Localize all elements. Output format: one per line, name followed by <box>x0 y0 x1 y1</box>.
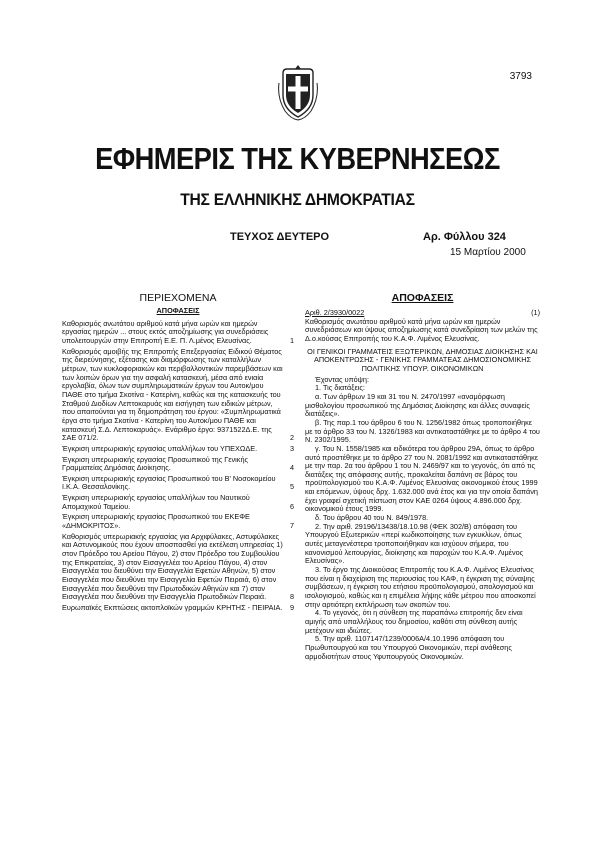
entry-text: Καθορισμός αμοιβής της Επιτροπής Επεξεργασίας Ειδικού Θέματος της διερεύνησης, εξέτασης και διαμόρφωσης των καταλλήλων μέτρων, των κυκλοφοριακών και περιβαλλοντικών παρεμβάσεων και των λοιπών όρων για την ασφαλή κατασκευή, μέσα από ενιαία εργολαβία, όλων των συμπληρωματικών έργων του Αυτοκ/μου ΠΑΘΕ στο τμήμα Σκοτίνα - Κατερίνη, καθώς και της κατασκευής του Σταθμού Διοδίων Λεπτοκαρυάς και εισήγηση των ειδικών μέτρων, που απαιτούνται για τη δημοπράτηση του έργου: «Συμπληρωματικά έργα στο τμήμα Σκοτίνα - Κατερίνη του Αυτοκ/μου ΠΑΘΕ και κατασκευή Σ.Δ. Λεπτοκαρυάς». Ενάριθμο έργο: 9371522Δ.Ε. της ΣΑΕ 071/2. <box>62 346 283 443</box>
entry-page: 3 <box>289 443 294 453</box>
decision-marker: (1) <box>531 308 540 317</box>
decision-paragraph: 3. Το έργο της Διοικούσας Επιτροπής του Κ.Α.Φ. Λιμένος Ελευσίνας που είναι η διαχείριση της περιουσίας του ΚΑΦ, η έγκριση της σύναψης συμβάσεων, η έγκριση του ετήσιου προϋπολογισμού, απολογισμού και ισολογισμού, καθώς και η επιμέλεια λήψης κάθε μέτρου που αποσκοπεί στην αρτιότερη εκπλήρωση των σκοπών του. <box>305 565 536 609</box>
entry-text: Καθορισμός υπερωριακής εργασίας για Αρχιφύλακες, Αστυφύλακες και Αστυνομικούς που έχουν αποσπασθεί για εκτέλεση υπηρεσίας 1) στον Πρόεδρο του Αρείου Πάγου, 2) στον Πρόεδρο του Συμβουλίου της Επικρατείας, 3) στον Εισαγγελέα του Αρείου Πάγου, 4) στον Εισαγγελέα του διευθύνει την Εισαγγελία Εφετών Αθηνών, 5) στον Εισαγγελέα που διευθύνει την Εισαγγελία Εφετών Πειραιά, 6) στον Εισαγγελέα που διευθύνει την Πρωτοδικών Αθηνών και 7) στον Εισαγγελέα που διευθύνει την Εισαγγελία Πρωτοδικών Πειραιά. <box>62 531 283 602</box>
decision-paragraph: 2. Την αριθ. 29196/13438/18.10.98 (ΦΕΚ 302/Β) απόφαση του Υπουργού Εξωτερικών «περί κωδικοποίησης των εγκυκλίων, όπως αυτές μεταγενέστερα τροποποιήθηκαν και ισχύουν σήμερα, του κανονισμού λειτουργίας, διοίκησης και παροχών του Κ.Α.Φ. Λιμένος Ελευσίνας». <box>305 521 524 566</box>
entry-text: Έγκριση υπερωριακής εργασίας Προσωπικού του ΕΚΕΦΕ «ΔΗΜΟΚΡΙΤΟΣ». <box>62 512 250 531</box>
entry-page: 8 <box>289 592 294 602</box>
entry-text: Έγκριση υπερωριακής εργασίας Προσωπικού του Β' Νοσοκομείου Ι.Κ.Α. Θεσσαλονίκης. <box>62 473 276 492</box>
entry-text: Έγκριση υπερωριακής εργασίας Προσωπικού της Γενικής Γραμματείας Δημόσιας Διοίκησης. <box>62 454 249 473</box>
contents-entry[interactable] <box>62 475 294 492</box>
decision-paragraph: β. Της παρ.1 του άρθρου 6 του Ν. 1256/1982 όπως τροποποιήθηκε με το άρθρο 33 του Ν. 1326/1983 και αντικαταστάθηκε με το άρθρο 4 του Ν. 2302/1995. <box>305 417 540 445</box>
gazette-title: ΕΦΗΜΕΡΙΣ ΤΗΣ ΚΥΒΕΡΝΗΣΕΩΣ <box>95 141 500 176</box>
decision-authority: ΟΙ ΓΕΝΙΚΟΙ ΓΡΑΜΜΑΤΕΙΣ ΕΞΩΤΕΡΙΚΩΝ, ΔΗΜΟΣΙΑΣ ΔΙΟΙΚΗΣΗΣ ΚΑΙ ΑΠΟΚΕΝΤΡΩΣΗΣ - ΓΕΝΙΚΗΣ ΓΡΑΜΜΑΤΕΑΣ ΔΗΜΟΣΙΟΝΟΜΙΚΗΣ ΠΟΛΙΤΙΚΗΣ ΥΠΟΥΡ. ΟΙΚΟΝΟΜΙΚΩΝ <box>307 346 538 373</box>
contents-entry[interactable] <box>62 456 294 473</box>
entry-page: 9 <box>289 603 294 612</box>
contents-heading: ΠΕΡΙΕΧΟΜΕΝΑ <box>139 292 217 304</box>
entry-text: Έγκριση υπερωριακής εργασίας υπαλλήλων του Ναυτικού Απομαχικού Ταμείου. <box>62 493 250 511</box>
issue-date: 15 Μαρτίου 2000 <box>450 247 526 258</box>
entry-page: 7 <box>289 521 294 531</box>
coat-of-arms-emblem <box>277 63 319 121</box>
decision-paragraph: α. Των άρθρων 19 και 31 του Ν. 2470/1997 «αναμόρφωση μισθολογίου προσωπικού της Δημόσιας Διοίκησης και άλλες συναφείς διατάξεις». <box>305 391 530 419</box>
contents-entry[interactable] <box>62 445 294 454</box>
entry-page: 6 <box>289 501 294 511</box>
contents-entry[interactable] <box>62 604 294 613</box>
decision-paragraph: 1. Τις διατάξεις: <box>315 383 365 393</box>
entry-page: 2 <box>289 433 294 443</box>
issue-series: ΤΕΥΧΟΣ ΔΕΥΤΕΡΟ <box>230 231 330 243</box>
decisions-column <box>305 292 540 661</box>
contents-column <box>62 292 294 615</box>
considering-label: Έχοντας υπόψη: <box>315 374 369 384</box>
gazette-subtitle: ΤΗΣ ΕΛΛΗΝΙΚΗΣ ΔΗΜΟΚΡΑΤΙΑΣ <box>180 190 415 209</box>
decision-paragraph: γ. Του Ν. 1558/1985 και ειδικότερα του άρθρου 29Α, όπως το άρθρο αυτό προστέθηκε με το άρθρο 27 του Ν. 2081/1992 και αντικαταστάθηκε με την παρ. 2α του άρθρου 1 του Ν. 2469/97 και το γεγονός, ότι από τις διατάξεις της απόφασης αυτής, προκαλείται δαπάνη σε βάρος του προϋπολογισμού του Κ.Α.Φ. Λιμένος Ελευσίνας οικονομικού έτους 1999 και επόμενων, ύψους δρχ. 1.632.000 ανά έτος και για την οποία δαπάνη έχει γραφεί σχετική πίστωση στον ΚΑΕ 0264 ύψους 4.896.000 δρχ. οικονομικού έτους 1999. <box>305 443 539 514</box>
contents-entry[interactable] <box>62 320 294 346</box>
contents-entry[interactable] <box>62 513 294 530</box>
sheet-number: Αρ. Φύλλου 324 <box>423 231 506 243</box>
entry-page: 5 <box>289 482 294 492</box>
contents-entry[interactable] <box>62 494 294 511</box>
entry-text: Έγκριση υπερωριακής εργασίας υπαλλήλων του ΥΠΕΧΩΔΕ. <box>62 443 258 453</box>
entry-text: Καθορισμός ανωτάτου αριθμού κατά μήνα ωρών και ημερών εργασίας ημερών ... στους εκτός αποζημίωσης για συνεδριάσεις υπολειτουργών στην Επιτροπή Ε.Ε. Π. Λ.μένος Ελευσίνας. <box>62 318 269 345</box>
entry-page: 4 <box>289 463 294 473</box>
decisions-heading: ΑΠΟΦΑΣΕΙΣ <box>391 292 454 304</box>
contents-entry[interactable] <box>62 533 294 602</box>
decision-paragraph: δ. Του άρθρου 40 του Ν. 849/1978. <box>315 513 429 523</box>
decision-number: Αριθ. 2/3930/0022 <box>305 308 365 317</box>
decision-paragraph: 5. Την αριθ. 1107147/1239/0006Α/4.10.1996 απόφαση του Πρωθυπουργού και του Υπουργού Οικονομικών, περί ανάθεσης αρμοδιοτήτων στους Υφυπουργούς Οικονομικών. <box>305 634 512 661</box>
decision-paragraph: 4. Το γεγονός, ότι η σύνθεση της παραπάνω επιτροπής δεν είναι αμιγής από υπαλλήλους του δημοσίου, καθότι στη σύνθεση αυτής μετέχουν και ιδιώτες. <box>305 608 523 635</box>
contents-entry[interactable] <box>62 348 294 443</box>
decision-intro: Καθορισμός ανωτάτου αριθμού κατά μήνα ωρών και ημερών συνεδριάσεων και ύψους αποζημίωσης κατά συνεδρίαση των μελών της Δ.ο.κούσας Επιτροπής του Κ.Α.Φ. Λιμένος Ελευσίνας. <box>305 316 538 343</box>
contents-subheading: ΑΠΟΦΑΣΕΙΣ <box>156 306 200 315</box>
entry-page: 1 <box>289 335 294 345</box>
page-number: 3793 <box>509 71 532 82</box>
entry-text: Ευρωπαϊκές Εκπτώσεις ακτοπλοϊκών γραμμών ΚΡΗΤΗΣ - ΠΕΙΡΑΙΑ. <box>62 603 283 612</box>
